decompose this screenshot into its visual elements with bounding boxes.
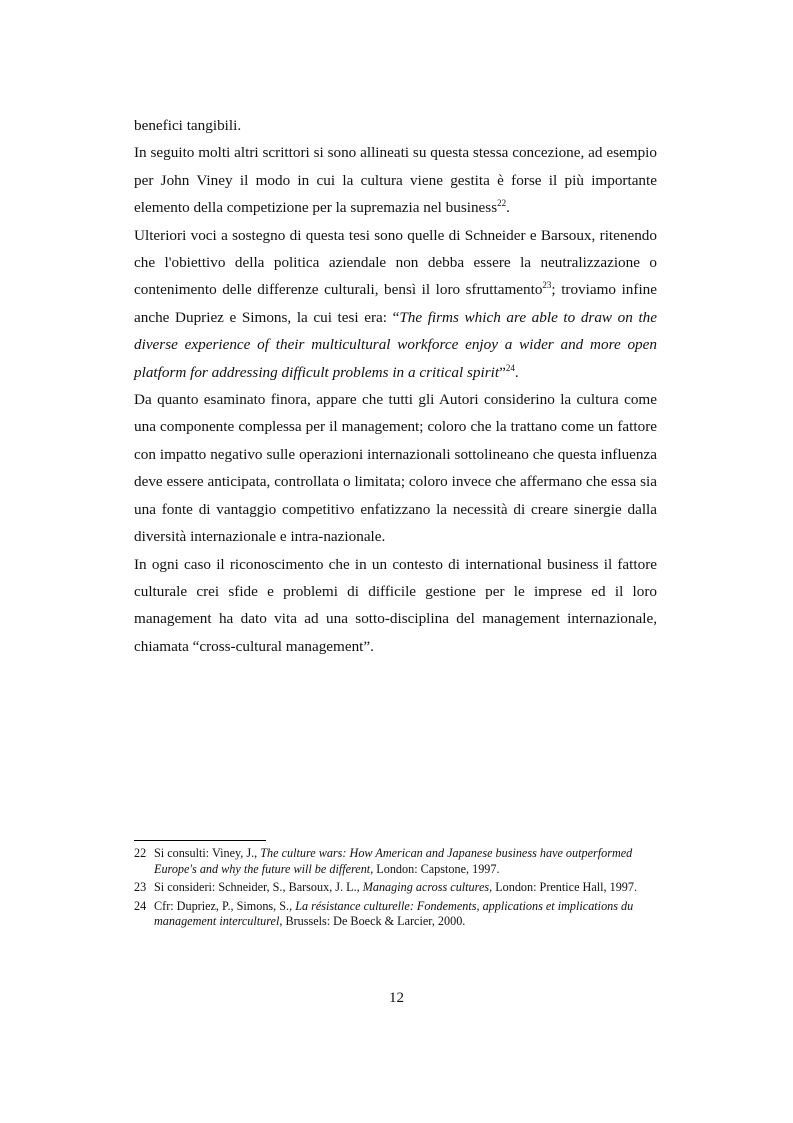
paragraph-2 — [134, 139, 657, 221]
paragraph-4-text: Da quanto esaminato finora, appare che tutti gli Autori considerino la cultura come una componente complessa per il management; coloro che la trattano come un fattore con impatto negativo sulle operazioni internazionali sottolineano che questa influenza deve essere anticipata, controllata o limitata; coloro invece che affermano che essa sia una fonte di vantaggio competitivo enfatizzano la necessità di creare sinergie dalla diversità internazionale e intra-nazionale. — [134, 391, 657, 546]
paragraph-5-text: In ogni caso il riconoscimento che in un contesto di international business il fattore culturale crei sfide e problemi di difficile gestione per le imprese ed il loro management ha dato vita ad una sotto-disciplina del management internazionale, chiamata “cross-cultural management”. — [134, 555, 657, 655]
paragraph-1 — [134, 112, 657, 139]
footnote-title: Managing across cultures, — [362, 880, 493, 895]
footnote-ref-23[interactable]: 23 — [542, 280, 552, 291]
body-text — [134, 112, 657, 660]
footnote-ref-22[interactable]: 22 — [497, 198, 507, 209]
paragraph-3 — [134, 222, 657, 386]
paragraph-1-text: benefici tangibili. — [134, 117, 242, 134]
page-number: 12 — [389, 990, 404, 1006]
footnote-publisher: London: Prentice Hall, 1997. — [492, 880, 638, 895]
paragraph-3-text-continued: ; troviamo infine anche Dupriez e Simons, la cui tesi era: “ — [134, 281, 657, 326]
footnote-number: 23 — [134, 880, 147, 895]
paragraph-2-end: . — [506, 199, 510, 217]
footnote-24 — [134, 899, 657, 930]
footnote-number: 24 — [134, 898, 147, 913]
footnote-ref-24[interactable]: 24 — [505, 362, 515, 373]
paragraph-5 — [134, 551, 657, 661]
footnotes — [134, 846, 657, 933]
quotation-italic: The firms which are able to draw on the diverse experience of their multicultural workforce enjoy a wider and more open platform for addressing difficult problems in a critical spirit — [134, 308, 658, 381]
paragraph-3-text: Ulteriori voci a sostegno di questa tesi sono quelle di Schneider e Barsoux, ritenendo che l'obiettivo della politica aziendale non debba essere la neutralizzazione o contenimento delle differenze culturali, bensì il loro sfruttamento — [134, 226, 657, 299]
footnote-publisher: Brussels: De Boeck & Larcier, 2000. — [282, 914, 466, 929]
footnote-text: Si consideri: Schneider, S., Barsoux, J. L., — [154, 880, 363, 895]
footnote-22 — [134, 846, 657, 877]
footnote-number: 22 — [134, 846, 147, 860]
footnote-publisher: London: Capstone, 1997. — [373, 861, 500, 876]
footnote-23 — [134, 880, 657, 896]
footnote-title: La résistance culturelle: Fondements, applications et implications du management interculturel, — [154, 898, 634, 929]
paragraph-3-end: . — [514, 363, 519, 381]
footnote-title: The culture wars: How American and Japanese business have outperformed Europe's and why the future will be different, — [154, 846, 633, 876]
footnote-separator — [134, 840, 266, 841]
paragraph-4 — [134, 386, 657, 550]
footnote-text: Cfr: Dupriez, P., Simons, S., — [154, 898, 296, 913]
closing-quote-mark: ” — [499, 363, 506, 381]
paragraph-2-text: In seguito molti altri scrittori si sono allineati su questa stessa concezione, ad esempio per John Viney il modo in cui la cultura viene gestita è forse il più importante elemento della competizione per la supremazia nel business — [134, 144, 657, 217]
footnote-text: Si consulti: Viney, J., — [154, 846, 261, 860]
